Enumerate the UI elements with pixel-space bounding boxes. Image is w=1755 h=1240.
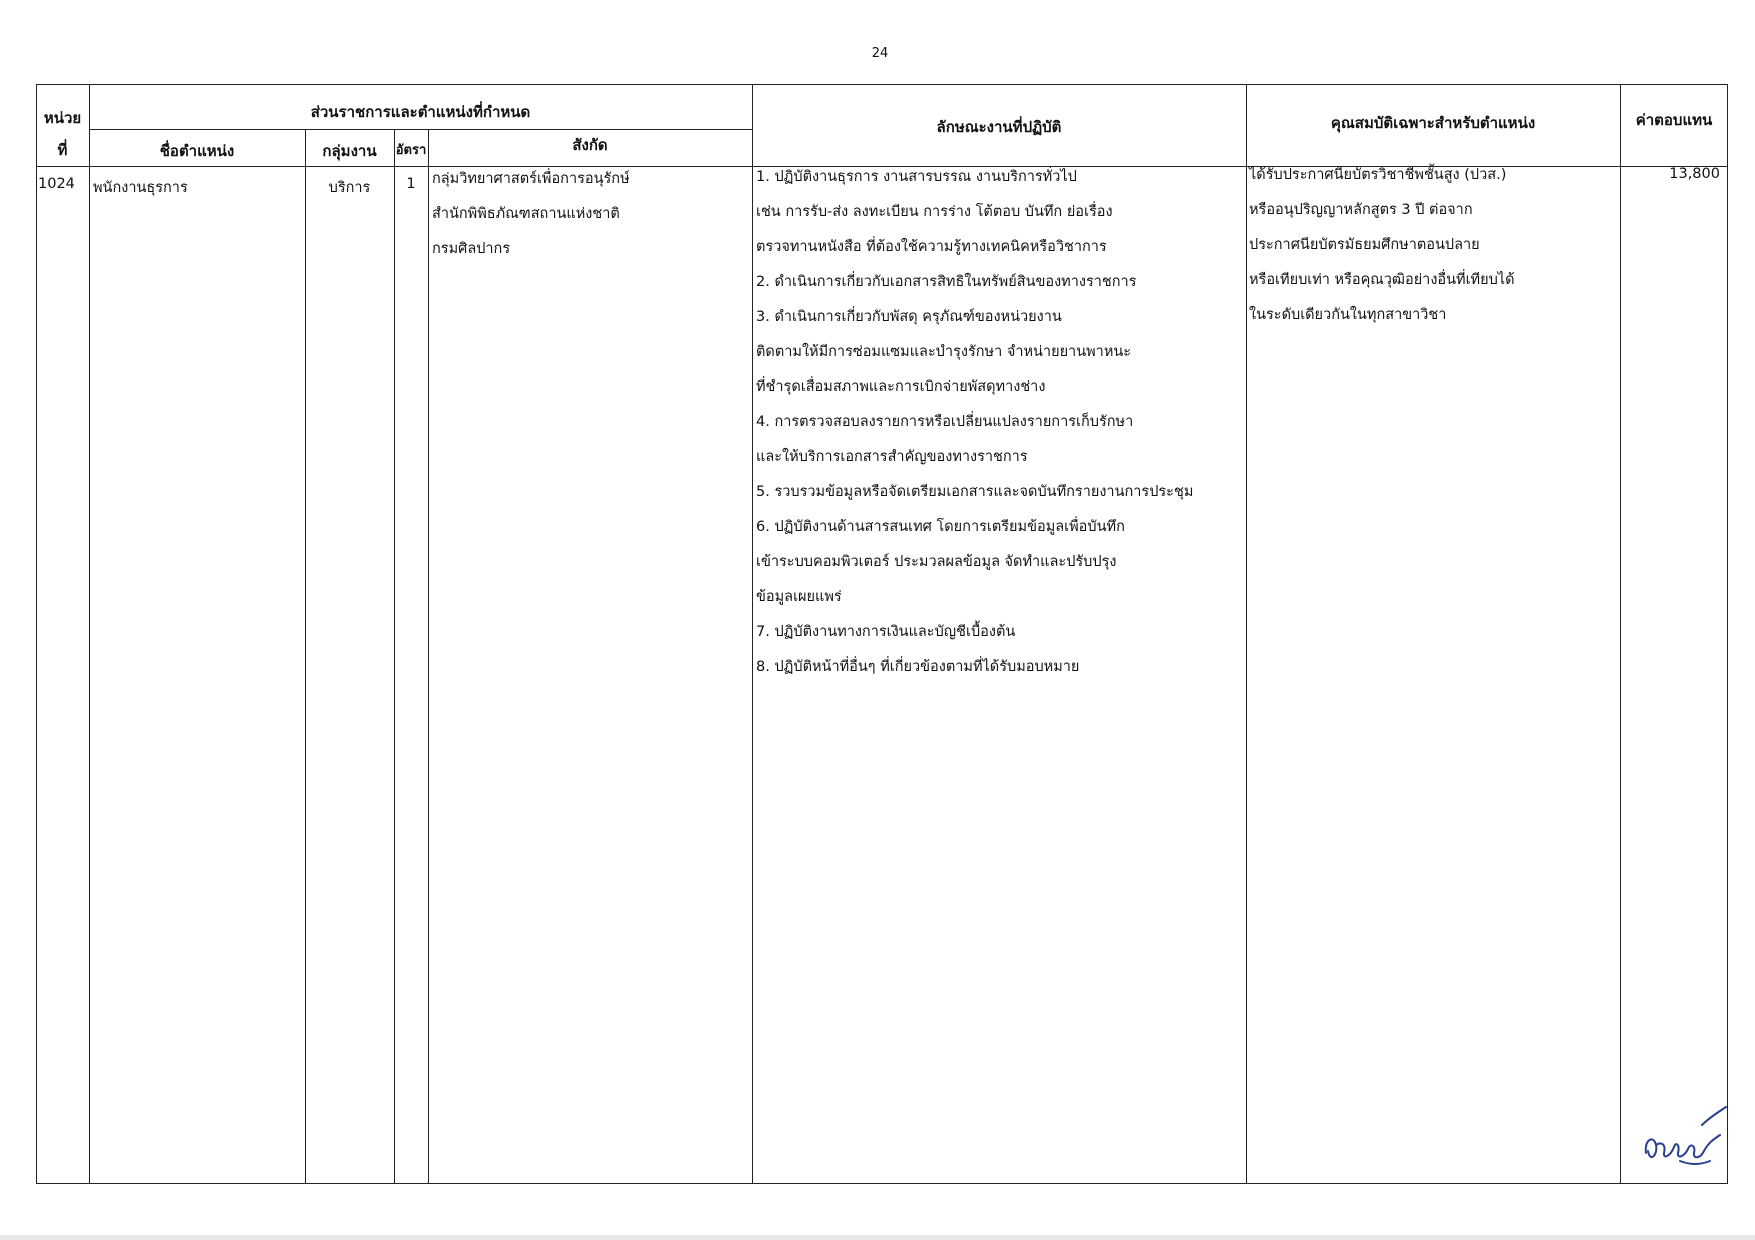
job-description-line: เช่น การรับ-ส่ง ลงทะเบียน การร่าง โต้ตอบ บันทึก ย่อเรื่อง [756, 204, 1113, 220]
col-line-position [305, 129, 306, 1184]
header-rate: อัตรา [395, 143, 427, 158]
cell-qualifications [1249, 158, 1515, 333]
job-description-line: ติดตามให้มีการซ่อมแซมและบำรุงรักษา จำหน่ายยานพาหนะ [756, 344, 1132, 360]
header-group-title: ส่วนราชการและตำแหน่งที่กำหนด [310, 103, 531, 121]
cell-affiliation [432, 162, 630, 267]
col-line-job [1246, 84, 1247, 1184]
header-qualifications: คุณสมบัติเฉพาะสำหรับตำแหน่ง [1330, 114, 1536, 132]
qualification-line: หรืออนุปริญญาหลักสูตร 3 ปี ต่อจาก [1249, 202, 1473, 218]
col-line-qualification [1620, 84, 1621, 1184]
job-description-line: ที่ชำรุดเสื่อมสภาพและการเบิกจ่ายพัสดุทางช่าง [756, 379, 1046, 395]
job-description-line: และให้บริการเอกสารสำคัญของทางราชการ [756, 449, 1028, 465]
page-number: 24 [871, 46, 889, 61]
qualification-line: หรือเทียบเท่า หรือคุณวุฒิอย่างอื่นที่เทียบได้ [1249, 272, 1515, 288]
col-line-group [394, 129, 395, 1184]
job-description-line: 7. ปฏิบัติงานทางการเงินและบัญชีเบื้องต้น [756, 624, 1016, 640]
affiliation-line: กรมศิลปากร [432, 241, 511, 257]
header-work-group: กลุ่มงาน [322, 142, 377, 160]
job-description-line: 4. การตรวจสอบลงรายการหรือเปลี่ยนแปลงรายการเก็บรักษา [756, 414, 1134, 430]
job-description-line: ข้อมูลเผยแพร่ [756, 589, 842, 605]
cell-rate: 1 [406, 176, 416, 192]
header-unit-line1: หน่วย [43, 109, 82, 127]
header-position-name: ชื่อตำแหน่ง [159, 142, 235, 160]
job-description-line: ตรวจทานหนังสือ ที่ต้องใช้ความรู้ทางเทคนิคหรือวิชาการ [756, 239, 1107, 255]
job-description-line: 3. ดำเนินการเกี่ยวกับพัสดุ ครุภัณฑ์ของหน่วยงาน [756, 309, 1062, 325]
cell-position-name: พนักงานธุรการ [93, 180, 188, 196]
col-line-rate [428, 129, 429, 1184]
qualification-line: ประกาศนียบัตรมัธยมศึกษาตอนปลาย [1249, 237, 1480, 253]
job-description-line: 8. ปฏิบัติหน้าที่อื่นๆ ที่เกี่ยวข้องตามที่ได้รับมอบหมาย [756, 659, 1080, 675]
col-line-unit [89, 84, 90, 1184]
cell-compensation: 13,800 [1669, 166, 1720, 182]
header-divider-line [89, 129, 752, 130]
job-description-line: 2. ดำเนินการเกี่ยวกับเอกสารสิทธิในทรัพย์สินของทางราชการ [756, 274, 1137, 290]
signature [1640, 1095, 1730, 1175]
header-compensation: ค่าตอบแทน [1635, 111, 1713, 129]
header-unit-line2: ที่ [57, 141, 68, 159]
cell-unit: 1024 [38, 176, 75, 192]
cell-work-group: บริการ [328, 180, 371, 196]
job-description-line: 5. รวบรวมข้อมูลหรือจัดเตรียมเอกสารและจดบันทึกรายงานการประชุม [756, 484, 1194, 500]
affiliation-line: สำนักพิพิธภัณฑสถานแห่งชาติ [432, 206, 620, 222]
scan-edge-shade [0, 1235, 1755, 1240]
qualification-line: ได้รับประกาศนียบัตรวิชาชีพชั้นสูง (ปวส.) [1249, 167, 1507, 183]
affiliation-line: กลุ่มวิทยาศาสตร์เพื่อการอนุรักษ์ [432, 171, 630, 187]
cell-job-description [756, 160, 1193, 685]
job-description-line: 1. ปฏิบัติงานธุรการ งานสารบรรณ งานบริการทั่วไป [756, 169, 1077, 185]
job-description-line: เข้าระบบคอมพิวเตอร์ ประมวลผลข้อมูล จัดทำและปรับปรุง [756, 554, 1117, 570]
job-description-line: 6. ปฏิบัติงานด้านสารสนเทศ โดยการเตรียมข้อมูลเพื่อบันทึก [756, 519, 1125, 535]
header-affiliation: สังกัด [572, 136, 608, 154]
qualification-line: ในระดับเดียวกันในทุกสาขาวิชา [1249, 307, 1447, 323]
col-line-affiliation [752, 84, 753, 1184]
header-job-description: ลักษณะงานที่ปฏิบัติ [936, 118, 1062, 136]
